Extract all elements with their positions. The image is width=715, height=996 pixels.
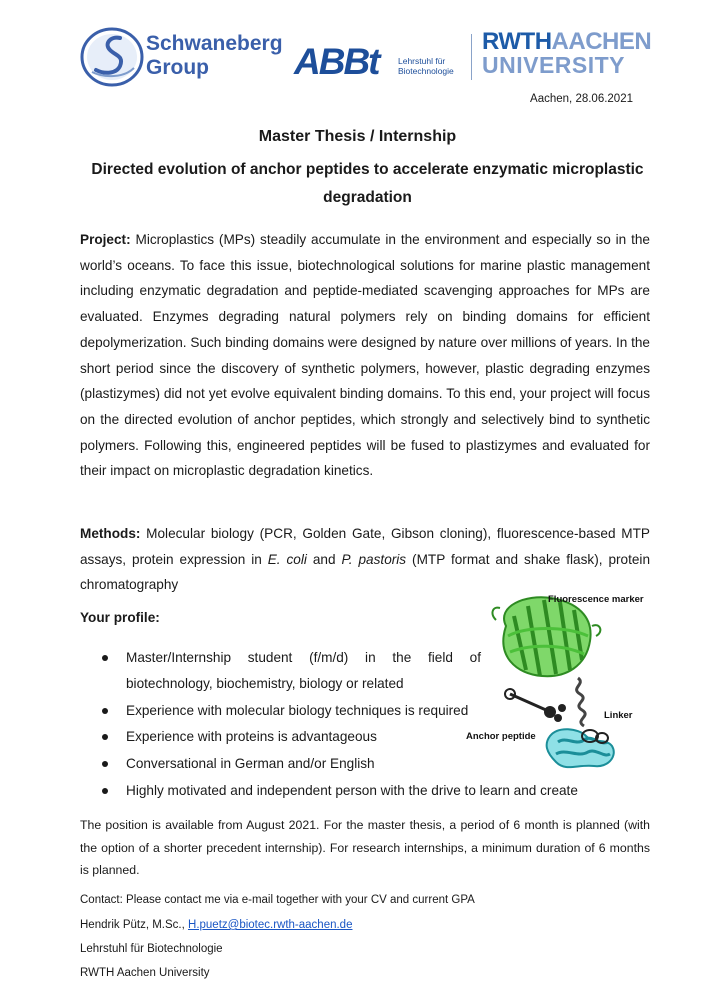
logo-schwaneberg-line1: Schwaneberg xyxy=(146,32,283,55)
label-anchor-peptide: Anchor peptide xyxy=(466,731,536,742)
logo-rwth-line2: UNIVERSITY xyxy=(482,52,626,78)
fusion-protein-illustration xyxy=(466,586,662,792)
profile-heading: Your profile: xyxy=(80,610,160,625)
contact-line: Contact: Please contact me via e-mail together with your CV and current GPA xyxy=(80,894,475,906)
bullet-icon xyxy=(102,734,108,740)
methods-text-3: (MTP format and shake flask), protein chromatography xyxy=(80,551,651,593)
header xyxy=(0,18,715,88)
document-date: Aachen, 28.06.2021 xyxy=(530,93,633,105)
logo-rwth-part2: AACHEN xyxy=(551,28,652,55)
contact-name: Hendrik Pütz, M.Sc., xyxy=(80,919,189,931)
methods-label: Methods: xyxy=(80,526,141,541)
logo-abbt-sub1: Lehrstuhl für xyxy=(398,56,446,66)
linker-coil xyxy=(577,678,586,726)
profile-item-text: Experience with proteins is advantageous xyxy=(126,729,377,745)
project-text: Microplastics (MPs) steadily accumulate in the environment and especially so in the world’s oceans. To face this issue, biotechnological solutions for marine plastic management including enzymatic degradation and peptide-mediated scavenging approaches for MPs are evaluated. Enzymes degrading natural polymers rely on binding domains for efficient depolymerization. Such binding domains were designed by nature over millions of years. In the short period since the discovery of synthetic polymers, however, plastic degrading enzymes (plastizymes) did not yet evolve equivalent binding domains. To this end, your project will focus on the directed evolution of anchor peptides, which strongly and selectively bind to synthetic polymers. Following this, engineered peptides will be fused to plastizymes and evaluated for their impact on microplastic degradation kinetics. xyxy=(80,232,650,479)
schwaneberg-group-logo xyxy=(80,26,295,88)
bullet-icon xyxy=(102,655,108,661)
project-paragraph xyxy=(80,227,650,484)
project-label: Project: xyxy=(80,232,131,247)
profile-item-text: Conversational in German and/or English xyxy=(126,756,375,772)
logo-schwaneberg-line2: Group xyxy=(146,56,209,79)
bullet-icon xyxy=(102,761,108,767)
label-fluorescence-marker: Fluorescence marker xyxy=(548,594,644,605)
abbt-logo xyxy=(294,41,454,82)
profile-item-text: Highly motivated and independent person with the drive to learn and create xyxy=(126,783,578,799)
bullet-icon xyxy=(102,788,108,794)
contact-university: RWTH Aachen University xyxy=(80,967,210,979)
logo-abbt-word: ABBt xyxy=(294,41,379,82)
swan-emblem-icon xyxy=(80,26,146,88)
methods-organism-1: E. coli xyxy=(267,551,307,567)
anchor-peptide-structure xyxy=(547,729,614,767)
bullet-icon xyxy=(102,708,108,714)
fluorescence-marker-structure xyxy=(493,597,601,676)
label-linker: Linker xyxy=(604,710,633,721)
methods-text-1: Molecular biology (PCR, Golden Gate, Gibson cloning), fluorescence-based MTP assays, protein expression in xyxy=(80,526,650,567)
contact-person xyxy=(80,919,352,931)
logo-rwth-part1: RWTH xyxy=(482,28,552,55)
profile-item-text: Master/Internship student (f/m/d) in the field of biotechnology, biochemistry, biology or related xyxy=(126,650,481,691)
methods-organism-2: P. pastoris xyxy=(341,551,407,567)
page-subtitle: Directed evolution of anchor peptides to accelerate enzymatic microplastic degradation xyxy=(91,161,644,206)
fusion-protein-figure xyxy=(466,586,662,792)
position-paragraph: The position is available from August 2021. For the master thesis, a period of 6 month is planned (with the option of a shorter precedent internship). For research internships, a minimum duration of 6 months is planned. xyxy=(80,818,650,877)
contact-email-link[interactable]: H.puetz@biotec.rwth-aachen.de xyxy=(188,919,353,931)
profile-item-text: Experience with molecular biology techniques is required xyxy=(126,702,469,718)
contact-department: Lehrstuhl für Biotechnologie xyxy=(80,943,223,955)
page-title: Master Thesis / Internship xyxy=(258,128,457,145)
methods-text-2: and xyxy=(306,551,342,567)
logo-abbt-sub2: Biotechnologie xyxy=(398,66,454,76)
logo-divider xyxy=(471,34,472,80)
linker-molecule xyxy=(505,689,566,722)
rwth-aachen-logo xyxy=(482,30,652,76)
